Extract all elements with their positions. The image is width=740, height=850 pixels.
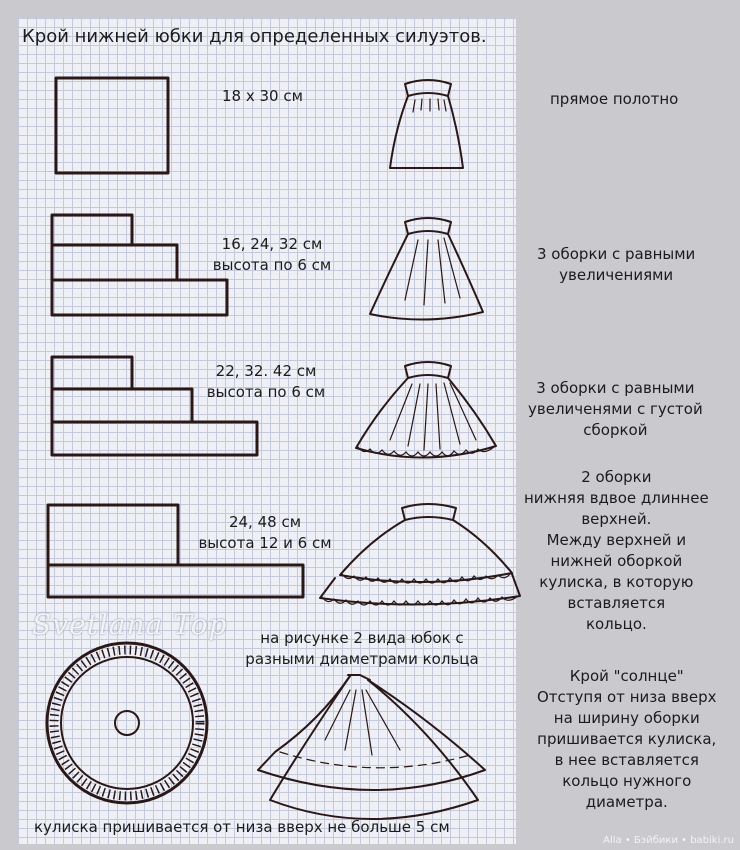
pattern-tiers-2	[52, 215, 227, 315]
skirt-straight-drawing	[390, 80, 463, 168]
pattern-rect-1	[56, 78, 168, 173]
pattern-sun-circle	[47, 643, 207, 803]
row2-size: 16, 24, 32 см высота по 6 см	[212, 235, 332, 274]
skirt-gathered-drawing	[356, 362, 496, 458]
page-title: Крой нижней юбки для определенных силуэтов.	[22, 26, 487, 47]
row3-desc: 3 оборки с равными увеличенями с густой сборкой	[528, 379, 703, 439]
row4-desc: 2 оборки нижняя вдвое длиннее верхней. Между верхней и нижней оборкой кулиска, в которую вставляется кольцо.	[524, 468, 709, 633]
row1-desc: прямое полотно	[550, 90, 679, 108]
row4-size: 24, 48 см высота 12 и 6 см	[198, 513, 332, 552]
site-credit: Alla • Бэйбики • babiki.ru	[603, 835, 734, 846]
skirt-sun-drawing	[258, 675, 485, 819]
footer-note: кулиска пришивается от низа вверх не больше 5 см	[34, 818, 450, 836]
row3-size: 22, 32. 42 см высота по 6 см	[206, 362, 326, 401]
row5-note: на рисунке 2 вида юбок с разными диаметрами кольца	[245, 629, 479, 668]
watermark-signature: Svetlana Top	[32, 608, 228, 641]
skirt-ring-drawing	[320, 504, 520, 605]
skirt-tiered-drawing	[370, 218, 483, 320]
row5-desc: Крой "солнце" Отступя от низа вверх на ширину оборки пришивается кулиска, в нее вставляется кольцо нужного диаметра.	[537, 667, 717, 811]
row1-size: 18 х 30 см	[222, 87, 303, 105]
row2-desc: 3 оборки с равными увеличениями	[537, 245, 696, 284]
